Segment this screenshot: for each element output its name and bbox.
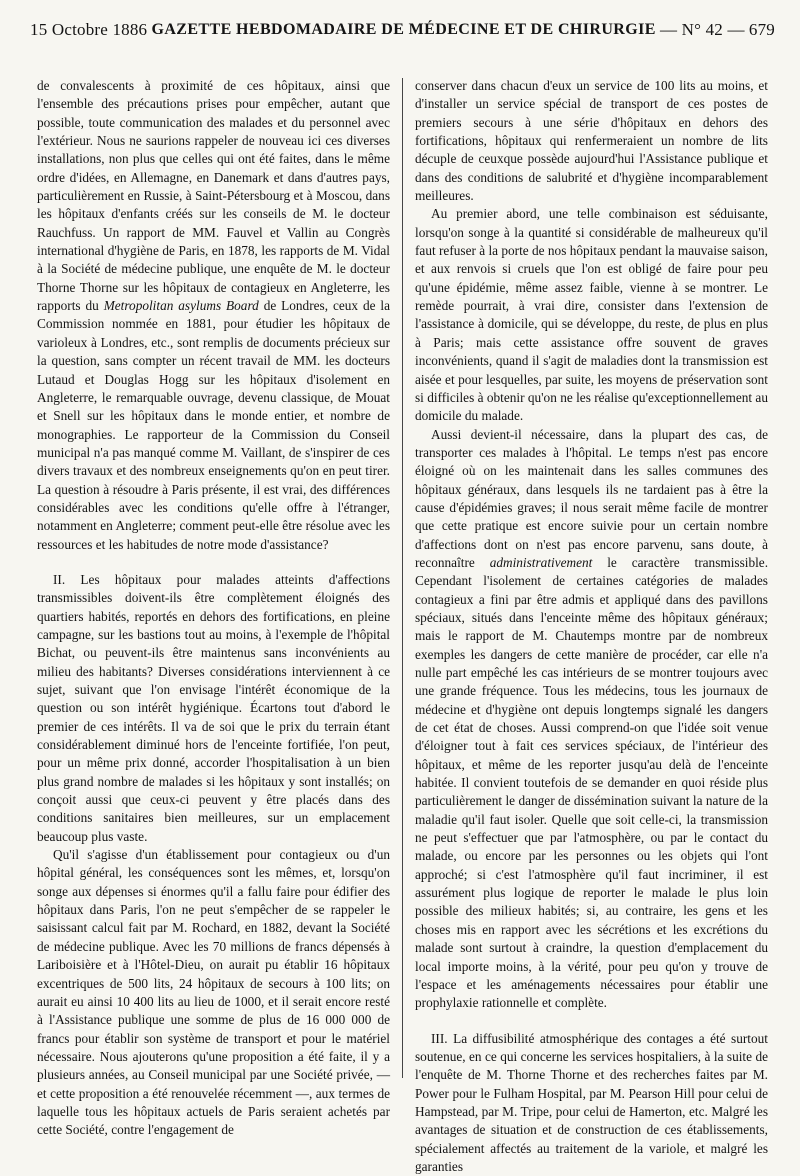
section-paragraph: III. La diffusibilité atmosphérique des contages a été surtout soutenue, en ce qui concerne les services hospitaliers, à la suite de l'enquête de M. Thorne Thorne et des recherches faites par M. Power pour le Fulham Hospital, par M. Pearson Hill pour celui de Hampstead, par M. Tripe, pour celui de Hamerton, etc. Malgré les avantages de situation et de construction de ces établissements, spécialement affectés au traitement de la variole, et malgré les garanties [415, 1030, 768, 1174]
issue-date: 15 Octobre 1886 [30, 20, 148, 39]
paragraph: Au premier abord, une telle combinaison est séduisante, lorsqu'on songe à la quantité si considérable de malheureux qu'il faut refuser à la porte de nos hôpitaux pendant la mauvaise saison, et aux renvois si cruels que l'on est obligé de faire pour peu qu'une épidémie, même assez faible, vienne à se montrer. Le remède pourrait, à vrai dire, consister dans l'extension de l'assistance à domicile, qui se développe, du reste, de plus en plus à Paris; mais cette assistance offre souvent de graves inconvénients, quand il s'agit de maladies dont la transmission est aisée et pour lesquelles, par suite, les moyens de préservation sont si difficiles à obtenir qu'on ne les réalise qu'exceptionnellement au domicile du malade. [415, 206, 768, 424]
italic-text: Metropolitan asylums Board [103, 298, 259, 314]
paragraph-text: Aussi devient-il nécessaire, dans la plupart des cas, de transporter ces malades à l'hôpital. Le temps n'est pas encore éloigné où on les maintenait dans les salles communes des hôpitaux généraux, dans lesquels ils ne tardaient pas à être la cause d'épidémies graves; il nous serait même facile de montrer que cette pratique est encore suivie pour un certain nombre d'affections dont on n'est pas encore parvenu, sans doute, à reconnaître [415, 426, 768, 570]
column-divider [402, 78, 403, 1078]
right-column [415, 77, 769, 1174]
paragraph-text: de Londres, ceux de la Commission nommée en 1881, pour étudier les hôpitaux de varioleux à Londres, etc., sont remplis de documents précieux sur la question, sans compter un récent travail de MM. les docteurs Lutaud et Douglas Hogg sur les hôpitaux d'isolement en Angleterre, le remarquable ouvrage, devenu classique, de Mouat et Snell sur les hôpitaux dans le monde entier, et nombre de monographies. Le rapporteur de la Commission du Conseil municipal n'a pas manqué comme M. Vaillant, de s'inspirer de ces divers travaux et des nombreux enseignements qu'on en peut tirer. La question à résoudre à Paris présente, il est vrai, des différences considérables avec les conditions qu'elle offre à l'étranger, notamment en Angleterre; comment peut-elle être résolue avec les ressources et les habitudes de notre mode d'assistance? [37, 298, 390, 552]
issue-number: — N° 42 — [660, 20, 745, 39]
page-header [30, 14, 775, 46]
left-column [37, 77, 390, 1138]
paragraph: conserver dans chacun d'eux un service de 100 lits au moins, et d'installer un service spécial de transport de ces postes de premiers secours à une série d'hôpitaux en dehors des fortifications, hôpitaux qui renfermeraient un nombre de lits décuple de ceuxque possède aujourd'hui l'Assistance publique et dans des conditions de salubrité et d'hygiène incomparablement meilleures. [415, 78, 768, 204]
section-paragraph: II. Les hôpitaux pour malades atteints d'affections transmissibles doivent-ils être complètement éloignés des quartiers habités, reportés en dehors des fortifications, en pleine campagne, sur les bastions tout au moins, à l'exemple de l'hôpital Bichat, ou peuvent-ils être maintenus sans inconvénients au milieu des habitants? Diverses considérations interviennent à ce sujet, suivant que l'on envisage l'intérêt économique de la question ou son intérêt hygiénique. Écartons tout d'abord le premier de ces intérêts. Il va de soi que le prix du terrain étant considérablement diminué hors de l'enceinte fortifiée, l'on peut, pour un même prix donné, accorder l'hospitalisation à un bien plus grand nombre de malades si les hôpitaux y sont installés; on conçoit aussi que ceux-ci peuvent y être placés dans des conditions sanitaires bien meilleures, sur un emplacement beaucoup plus vaste. [37, 571, 390, 844]
paragraph [37, 77, 390, 554]
paragraph: Qu'il s'agisse d'un établissement pour contagieux ou d'un hôpital général, les conséquences sont les mêmes, et, lorsqu'on songe aux dépenses si énormes qu'il a fallu faire pour édifier des hôpitaux dans Paris, l'on ne peut s'empêcher de se rappeler le saisissant calcul fait par M. Rochard, en 1882, devant la Société de médecine publique. Avec les 70 millions de francs dépensés à Lariboisière et à l'Hôtel-Dieu, on aurait pu établir 16 hôpitaux excentriques de 500 lits, 24 hôpitaux de secours à 100 lits; on aurait eu ainsi 10 400 lits au lieu de 1000, et il serait encore resté à l'Assistance publique une somme de plus de 16 000 000 de francs pour établir son système de transport et pour le matériel nécessaire. Nous ajouterons qu'une proposition a été faite, il y a plusieurs années, au Conseil municipal par une Société privée, — et cette proposition a été renouvelée récemment —, aux termes de laquelle tous les hôpitaux actuels de Paris seraient achetés par cette Société, contre l'engagement de [37, 847, 390, 1138]
paragraph-text: le caractère transmissible. Cependant l'isolement de certaines catégories de malades contagieux a fini par être admis et appliqué dans des pavillons spéciaux, situés dans l'enceinte même des hôpitaux généraux; mais le rapport de M. Chautemps montre par de nombreux exemples les dangers de cette manière de procéder, car elle n'a nulle part empêché les cas intérieurs de se montrer toujours avec une grande fréquence. Tous les médecins, tous les journaux de médecine et d'hygiène ont depuis longtemps signalé les dangers de cet état de choses. Aussi comprend-on que l'idée soit venue d'éloigner tout à fait ces services spéciaux, de l'intérieur des hôpitaux, et même de les reporter jusqu'au delà de l'enceinte habitée. Il convient toutefois de se demander en quoi réside plus particulièrement le danger de dissémination suivant la nature de la maladie qu'il faut isoler. Quelle que soit celle-ci, la transmission ne peut s'effectuer que par l'atmosphère, ou par le contact du malade, ou encore par les personnes ou les objets qui l'ont approché; si c'est l'atmosphère qu'il faut incriminer, il est assurément plus logique de reporter le malade le plus loin possible des milieux habités; si, au contraire, les gens et les choses mis en rapport avec les sécrétions et les excrétions du malade sont surtout à craindre, la question d'emplacement du local importe moins, à la vérité, pour peu qu'on y trouve de l'espace et les aménagements nécessaires pour établir une prophylaxie rationnelle et complète. [415, 554, 769, 1011]
italic-text: administrativement [489, 554, 593, 570]
paragraph-text: de convalescents à proximité de ces hôpitaux, ainsi que l'ensemble des précautions prises pour empêcher, autant que possible, toute communication des malades et du personnel avec l'extérieur. Nous ne saurions rappeler de nouveau ici ces diverses installations, non plus que celles qui ont été faites, dans le même ordre d'idées, en Allemagne, en Danemark et dans d'autres pays, particulièrement en Russie, à Saint-Pétersbourg et à Moscou, dans les hôpitaux d'enfants créés sur les conseils de M. le docteur Rauchfuss. Un rapport de MM. Fauvel et Vallin au Congrès international d'hygiène de Paris, en 1878, les rapports de M. Vidal à la Société de médecine publique, une enquête de M. le docteur Thorne Thorne sur les hôpitaux de contagieux en Angleterre, les rapports du [37, 78, 390, 314]
journal-title: GAZETTE HEBDOMADAIRE DE MÉDECINE ET DE CHIRURGIE [151, 21, 656, 38]
paragraph [415, 426, 768, 1013]
page-number: 679 [748, 20, 775, 39]
